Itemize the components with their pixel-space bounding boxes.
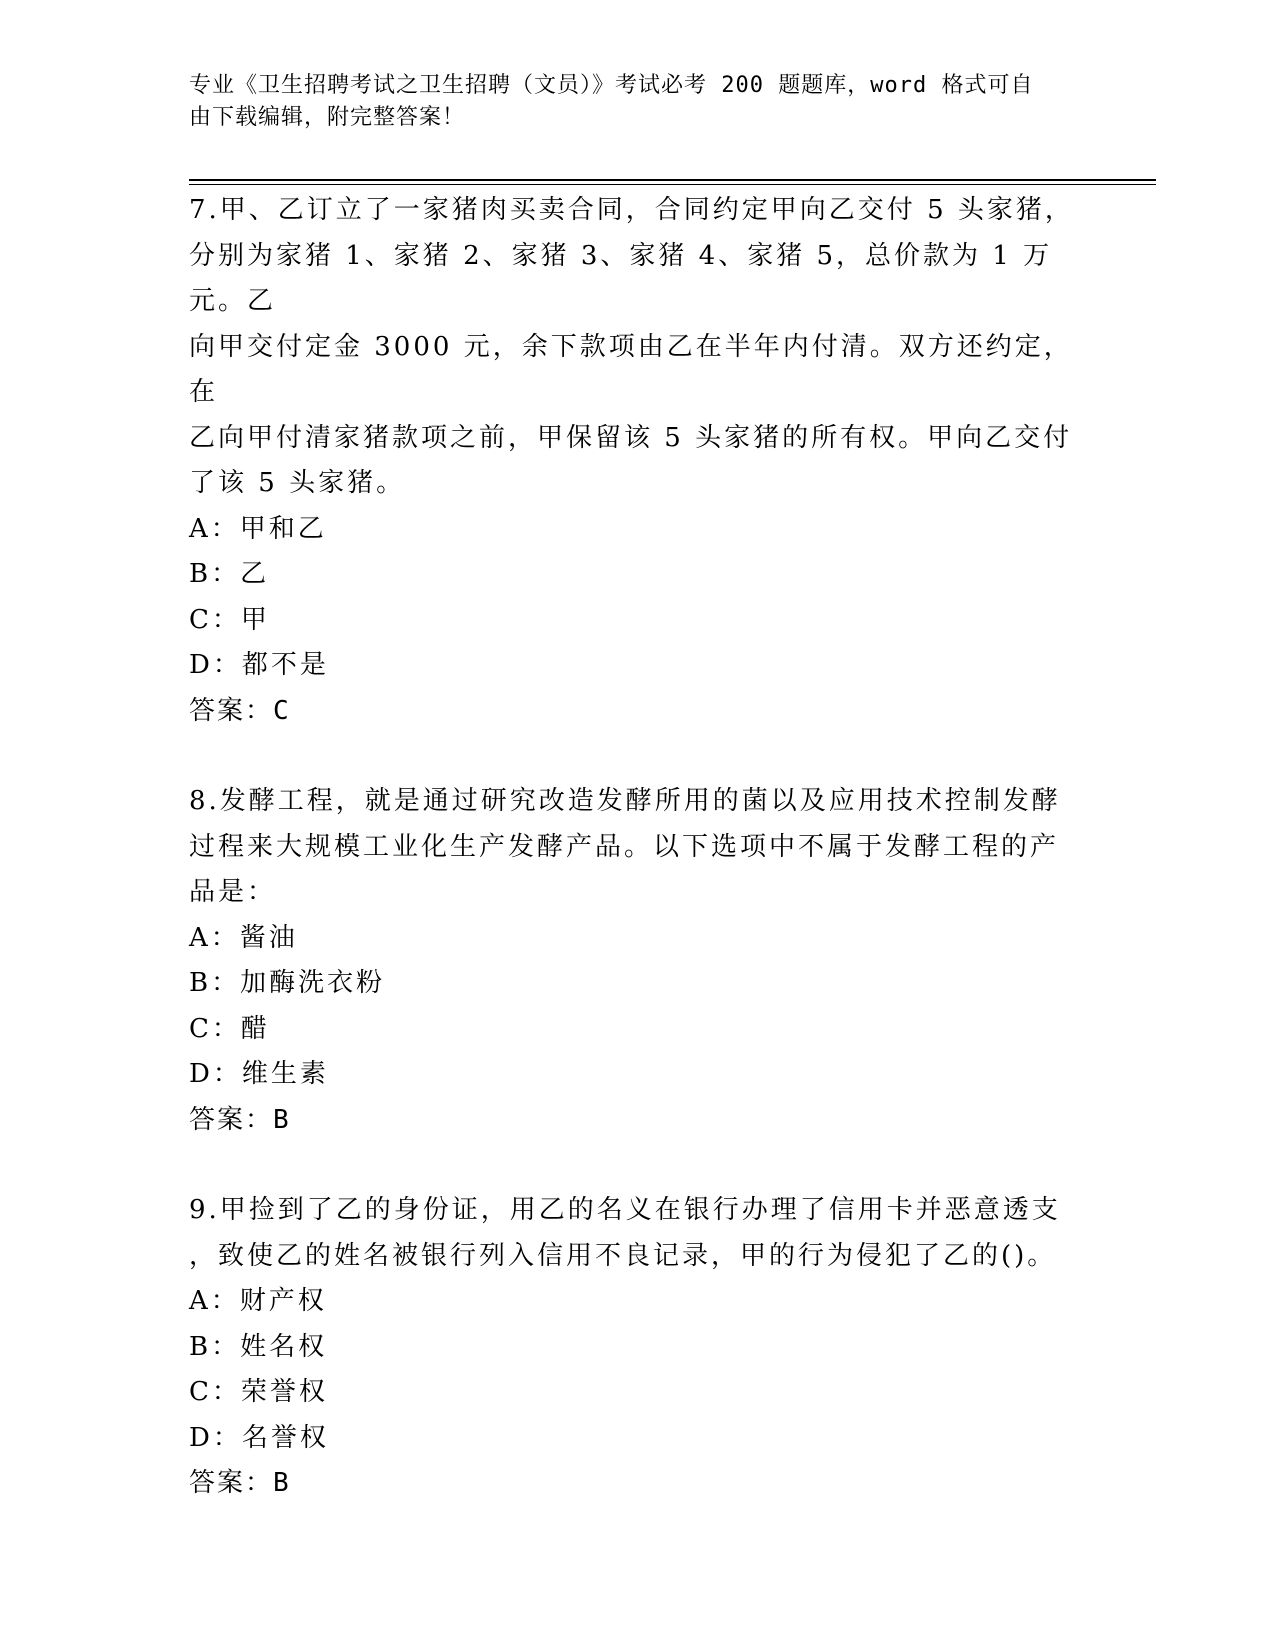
option-d: D：维生素 <box>189 1059 329 1089</box>
question-8 <box>189 779 1089 1143</box>
option-c: C：醋 <box>189 1013 270 1044</box>
question-9 <box>189 1188 1089 1507</box>
option-b: B：乙 <box>189 559 270 589</box>
option-d: D：都不是 <box>189 650 329 680</box>
option-c: C：荣誉权 <box>189 1377 328 1407</box>
option-a: A：酱油 <box>189 922 298 953</box>
option-c: C：甲 <box>189 604 270 635</box>
answer-line: 答案：C <box>189 695 291 726</box>
question-list <box>189 188 1089 1507</box>
option-d: D：名誉权 <box>189 1422 329 1453</box>
question-text: 8.发酵工程，就是通过研究改造发酵所用的菌以及应用技术控制发酵 过程来大规模工业化生产发酵产品。以下选项中不属于发酵工程的产 品是： <box>189 786 1061 907</box>
header-line-2: 由下载编辑，附完整答案！ <box>189 105 466 130</box>
option-b: B：姓名权 <box>189 1331 328 1362</box>
option-b: B：加酶洗衣粉 <box>189 968 386 998</box>
header-line-1: 专业《卫生招聘考试之卫生招聘（文员）》考试必考 200 题题库，word 格式可自 <box>189 73 1034 98</box>
question-text: 9.甲捡到了乙的身份证，用乙的名义在银行办理了信用卡并恶意透支 ，致使乙的姓名被银行列入信用不良记录，甲的行为侵犯了乙的()。 <box>189 1195 1061 1271</box>
option-a: A：财产权 <box>189 1286 327 1316</box>
answer-line: 答案：B <box>189 1468 291 1498</box>
answer-line: 答案：B <box>189 1104 291 1135</box>
question-text: 7.甲、乙订立了一家猪肉买卖合同，合同约定甲向乙交付 5 头家猪， 分别为家猪 1、家猪 2、家猪 3、家猪 4、家猪 5，总价款为 1 万元。乙 向甲交付定金 3000 元，余下款项由乙在半年内付清。双方还约定，在 乙向甲付清家猪款项之前，甲保留该 5 头家猪的所有权。甲向乙交付 了该 5 头家猪。 <box>189 195 1074 498</box>
header-divider-thin <box>189 184 1156 185</box>
option-a: A：甲和乙 <box>189 513 327 544</box>
document-header <box>189 70 1089 134</box>
header-divider-thick <box>189 179 1156 181</box>
question-7 <box>189 188 1089 734</box>
